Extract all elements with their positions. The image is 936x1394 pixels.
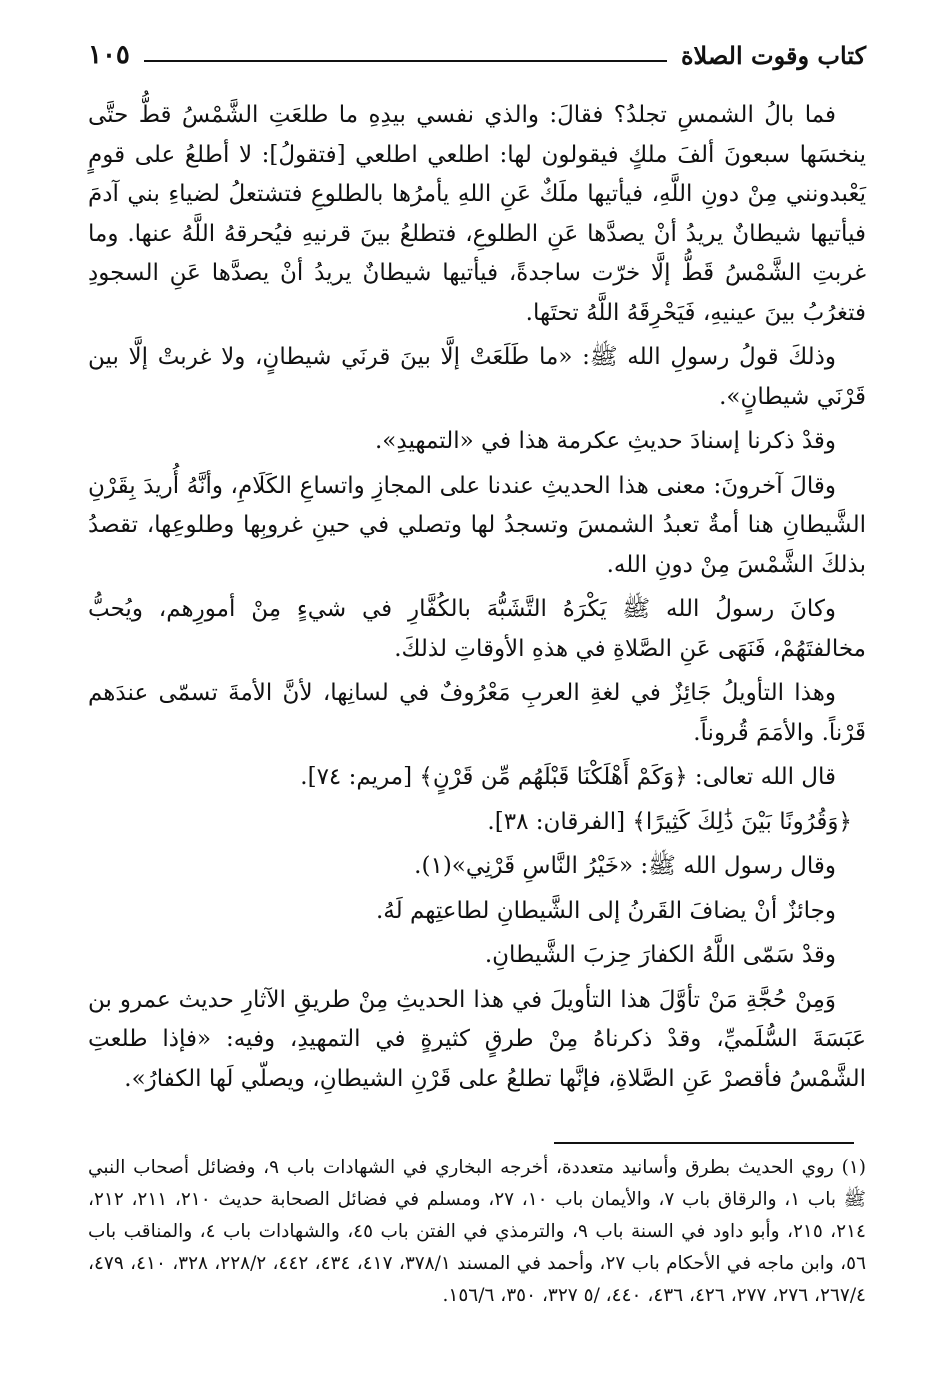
footnote xyxy=(88,1152,866,1312)
paragraph: وقدْ ذكرنا إسنادَ حديثِ عكرمة هذا في «التمهيدِ». xyxy=(375,428,836,454)
paragraph: وكانَ رسولُ الله ﷺ يَكْرَهُ التَّشَبُّهَ بالكُفَّارِ في شيءٍ مِنْ أمورِهم، ويُحبُّ مخالفتَهُمْ، فَنَهَى عَنِ الصَّلاةِ في هذهِ الأوقاتِ لذلكَ. xyxy=(88,596,866,662)
footnote-separator xyxy=(554,1142,854,1144)
quran-citation: ﴿وَقُرُونًا بَيْنَ ذَٰلِكَ كَثِيرًا﴾ [الفرقان: ٣٨]. xyxy=(487,808,852,835)
page-number: ١٠٥ xyxy=(88,40,130,70)
main-text xyxy=(88,96,866,1104)
paragraph: وَمِنْ حُجَّةِ مَنْ تأوَّلَ هذا التأويلَ في هذا الحديثِ مِنْ طريقِ الآثارِ حديث عمرو بن عَبَسَةَ السُّلَميِّ، وقدْ ذكرناهُ مِنْ طرقٍ كثيرةٍ في التمهيدِ، وفيه: «فإذا طلعتِ الشَّمْسُ فأقصرْ عَنِ الصَّلاةِ، فإنَّها تطلعُ على قَرْنِ الشيطانِ، ويصلّي لَها الكفارُ». xyxy=(88,986,866,1092)
paragraph: وجائزٌ أنْ يضافَ القَرنُ إلى الشَّيطانِ لطاعتِهم لَهُ. xyxy=(376,897,836,924)
running-title: كتاب وقوت الصلاة xyxy=(680,41,866,70)
quran-citation: قال الله تعالى: ﴿وَكَمْ أَهْلَكْنَا قَبْلَهُم مِّن قَرْنٍ﴾ [مريم: ٧٤]. xyxy=(300,764,836,790)
paragraph: وقدْ سَمّى اللَّهُ الكفارَ حِزبَ الشَّيطانِ. xyxy=(484,942,836,968)
page-header xyxy=(88,30,866,70)
footnote-text: (١) روي الحديث بطرق وأسانيد متعددة، أخرجه البخاري في الشهادات باب ٩، وفضائل أصحاب النبي ﷺ باب ١، والرقاق باب ٧، والأيمان باب ١٠، ٢٧، ومسلم في فضائل الصحابة حديث ٢١٠، ٢١١، ٢١٢، ٢١٤، ٢١٥، وأبو داود في السنة باب ٩، والترمذي في الفتن باب ٤٥، والشهادات باب ٤، والمناقب باب ٥٦، وابن ماجه في الأحكام باب ٢٧، وأحمد في المسند ٣٧٨/١، ٤١٧، ٤٣٤، ٤٤٢، ٢٢٨/٢، ٣٢٨، ٤١٠، ٤٧٩، ٢٦٧/٤، ٢٧٦، ٢٧٧، ٤٢٦، ٤٣٦، ٤٤٠، /٥ ٣٢٧، ٣٥٠، ١٥٦/٦. xyxy=(88,1157,867,1306)
paragraph: وهذا التأويلُ جَائِزٌ في لغةِ العربِ مَعْرُوفٌ في لسانِها، لأنَّ الأمةَ تسمّى عندَهم قَرْناً. والأمَمَ قُروناً. xyxy=(88,680,866,746)
paragraph: وذلكَ قولُ رسولِ الله ﷺ: «ما طَلَعَتْ إلَّا بينَ قرنَي شيطانٍ، ولا غربتْ إلَّا بين قَرْنَي شيطانٍ». xyxy=(88,344,866,410)
paragraph: وقالَ آخرونَ: معنى هذا الحديثِ عندنا على المجازِ واتساعِ الكَلَامِ، وأنَّهُ أُريدَ بِقَرْنِ الشَّيطانِ هنا أمةٌ تعبدُ الشمسَ وتسجدُ لها وتصلي في حينِ غروبِها وطلوعِها، تقصدُ بذلكَ الشَّمْسَ مِنْ دونِ الله. xyxy=(88,472,866,578)
paragraph: فما بالُ الشمسِ تجلدُ؟ فقالَ: والذي نفسي بيدِهِ ما طلعَتِ الشَّمْسُ قطُّ حتَّى ينخسَها سبعونَ ألفَ ملكٍ فيقولون لها: اطلعي اطلعي [فتقولُ]: لا أطلعُ على قومٍ يَعْبدونني مِنْ دونِ اللَّهِ، فيأتيها ملَكٌ عَنِ اللهِ يأمرُها بالطلوعِ فتشتعلُ لضياءِ بني آدمَ فيأتيها شيطانٌ يريدُ أنْ يصدَّها عَنِ الطلوعِ، فتطلعُ بينَ قرنيهِ فيُحرقهُ اللَّهُ عنها. وما غربتِ الشَّمْسُ قَطُّ إلَّا خرّت ساجدةً، فيأتيها شيطانٌ يريدُ أنْ يصدَّها عَنِ السجودِ فتغرُبُ بينَ عينيهِ، فَيَحْرِقَهُ اللَّهُ تحتَها. xyxy=(88,102,866,326)
hadith-citation: وقال رسول الله ﷺ: «خَيْرُ النَّاسِ قَرْنِي»(١). xyxy=(414,853,836,879)
header-rule xyxy=(144,60,667,62)
